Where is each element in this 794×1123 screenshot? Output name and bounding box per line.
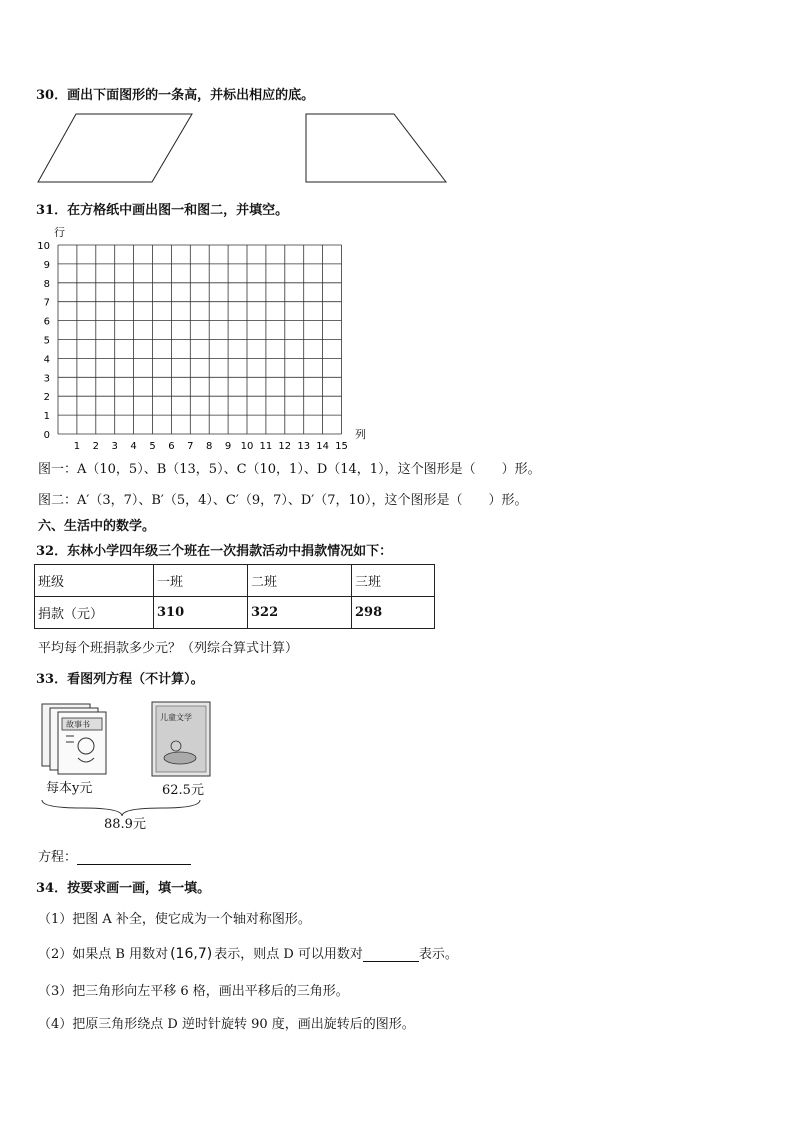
table-cell: 班级 — [35, 565, 154, 597]
q34-item-2 — [38, 943, 458, 962]
table-row — [35, 597, 435, 629]
y-tick-label: 10 — [37, 241, 50, 252]
q34-item-2-mid: 表示，则点 D 可以用数对 — [214, 947, 363, 962]
x-tick-label: 7 — [187, 441, 194, 452]
q34-title: 34．按要求画一画，填一填。 — [36, 881, 211, 896]
y-tick-label: 5 — [43, 335, 50, 347]
q33-title: 33．看图列方程（不计算）。 — [36, 672, 204, 687]
table-cell: 一班 — [154, 565, 248, 597]
q34-item-3: （3）把三角形向左平移 6 格，画出平移后的三角形。 — [38, 984, 349, 999]
table-cell: 二班 — [248, 565, 352, 597]
y-tick-label: 2 — [43, 392, 50, 404]
y-tick-label: 8 — [43, 278, 50, 290]
q31-fig1: 图一：A（10，5）、B（13，5）、C（10，1）、D（14，1），这个图形是（ ）形。 — [38, 462, 541, 477]
section-heading: 六、生活中的数学。 — [38, 519, 156, 534]
book2-cover-text: 儿童文学 — [160, 713, 192, 722]
table-cell: 322 — [248, 597, 352, 629]
q30-title: 30．画出下面图形的一条高，并标出相应的底。 — [36, 88, 315, 103]
y-tick-label: 3 — [43, 373, 50, 385]
donation-table — [34, 564, 435, 629]
x-tick-label: 9 — [224, 441, 232, 452]
x-tick-label: 11 — [259, 441, 273, 452]
x-tick-label: 3 — [111, 441, 118, 452]
x-tick-label: 4 — [130, 441, 137, 452]
q31-fig2: 图二：A′（3，7）、B′（5，4）、C′（9，7）、D′（7，10），这个图形是（ ）形。 — [38, 493, 528, 508]
y-tick-label: 0 — [43, 430, 50, 441]
grid-x-axis-label: 列 — [355, 428, 366, 441]
x-tick-label: 13 — [297, 441, 311, 452]
x-tick-label: 10 — [240, 441, 254, 452]
x-tick-label: 12 — [278, 441, 292, 452]
y-tick-label: 7 — [43, 297, 50, 309]
grid-paper[interactable] — [0, 0, 400, 460]
table-cell: 298 — [352, 597, 435, 629]
x-tick-label: 1 — [73, 441, 81, 452]
q34-item-1: （1）把图 A 补全，使它成为一个轴对称图形。 — [38, 912, 311, 927]
equation-row — [38, 846, 191, 865]
table-row — [35, 565, 435, 597]
grid-y-axis-label: 行 — [54, 226, 65, 239]
books-illustration — [36, 696, 226, 836]
table-cell: 捐款（元） — [35, 597, 154, 629]
q32-title: 32．东林小学四年级三个班在一次捐款活动中捐款情况如下： — [36, 544, 393, 559]
q34-item-2-start: （2）如果点 B 用数对 — [38, 947, 169, 962]
book1-cover-text: 故事书 — [66, 720, 90, 729]
q31-title: 31．在方格纸中画出图一和图二，并填空。 — [36, 203, 289, 218]
coordinate-pair: (16,7) — [170, 946, 213, 962]
label-each: 每本y元 — [46, 781, 93, 796]
x-tick-label: 14 — [316, 441, 329, 452]
coordinate-blank[interactable] — [363, 948, 419, 962]
y-tick-label: 9 — [43, 259, 50, 271]
y-tick-label: 6 — [43, 316, 50, 328]
x-tick-label: 6 — [168, 441, 175, 452]
y-tick-label: 1 — [43, 411, 50, 423]
label-price: 62.5元 — [162, 783, 204, 798]
x-tick-label: 8 — [206, 441, 213, 452]
total-brace — [42, 800, 200, 816]
story-books-icon — [42, 704, 106, 774]
table-cell: 310 — [154, 597, 248, 629]
q32-question: 平均每个班捐款多少元？（列综合算式计算） — [38, 641, 299, 656]
y-tick-label: 4 — [43, 354, 50, 366]
q34-item-4: （4）把原三角形绕点 D 逆时针旋转 90 度，画出旋转后的图形。 — [38, 1017, 415, 1032]
x-tick-label: 15 — [335, 441, 348, 452]
equation-label: 方程： — [38, 850, 78, 865]
x-tick-label: 2 — [92, 441, 99, 452]
table-cell: 三班 — [352, 565, 435, 597]
label-total: 88.9元 — [104, 817, 146, 832]
q34-item-2-end: 表示。 — [418, 947, 458, 962]
x-tick-label: 5 — [149, 441, 156, 452]
equation-blank[interactable] — [77, 850, 191, 865]
